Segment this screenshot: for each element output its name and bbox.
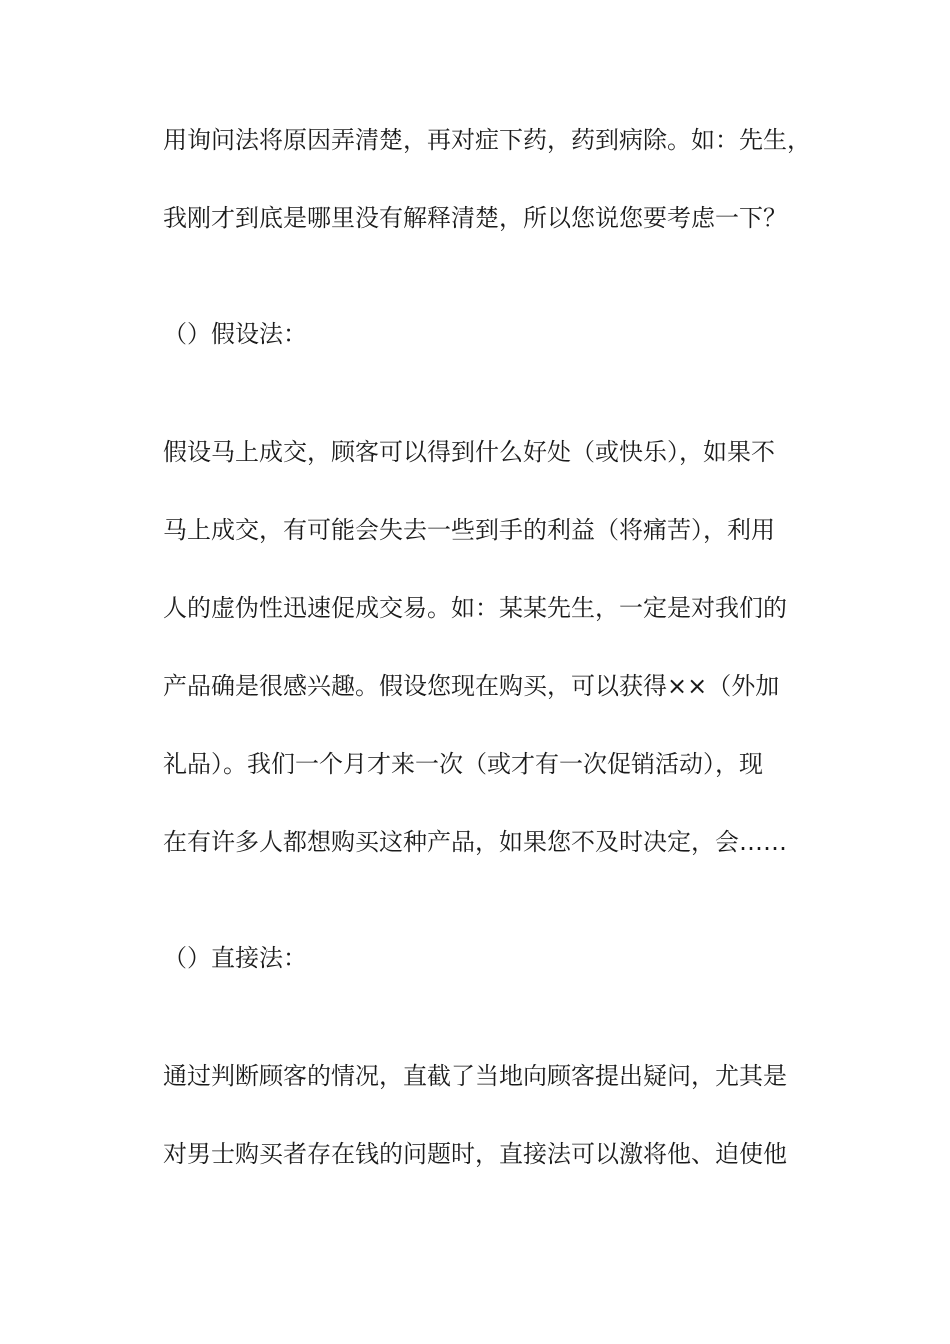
- paragraph-2-line-4: 产品确是很感兴趣。假设您现在购买，可以获得××（外加: [163, 672, 780, 700]
- paragraph-1-line-2: 我刚才到底是哪里没有解释清楚，所以您说您要考虑一下？: [163, 204, 787, 232]
- heading-direct-method: （）直接法：: [163, 944, 307, 972]
- paragraph-2-line-3: 人的虚伪性迅速促成交易。如：某某先生，一定是对我们的: [163, 594, 787, 622]
- paragraph-2-line-6: 在有许多人都想购买这种产品，如果您不及时决定，会……: [163, 828, 787, 856]
- paragraph-3-line-2: 对男士购买者存在钱的问题时，直接法可以激将他、迫使他: [163, 1140, 787, 1168]
- paragraph-2-line-5: 礼品）。我们一个月才来一次（或才有一次促销活动），现: [163, 750, 763, 778]
- paragraph-2-line-2: 马上成交，有可能会失去一些到手的利益（将痛苦），利用: [163, 516, 775, 544]
- heading-assume-method: （）假设法：: [163, 320, 307, 348]
- paragraph-2-line-1: 假设马上成交，顾客可以得到什么好处（或快乐），如果不: [163, 438, 775, 466]
- paragraph-1-line-1: 用询问法将原因弄清楚，再对症下药，药到病除。如：先生，: [163, 126, 811, 154]
- paragraph-3-line-1: 通过判断顾客的情况，直截了当地向顾客提出疑问，尤其是: [163, 1062, 787, 1090]
